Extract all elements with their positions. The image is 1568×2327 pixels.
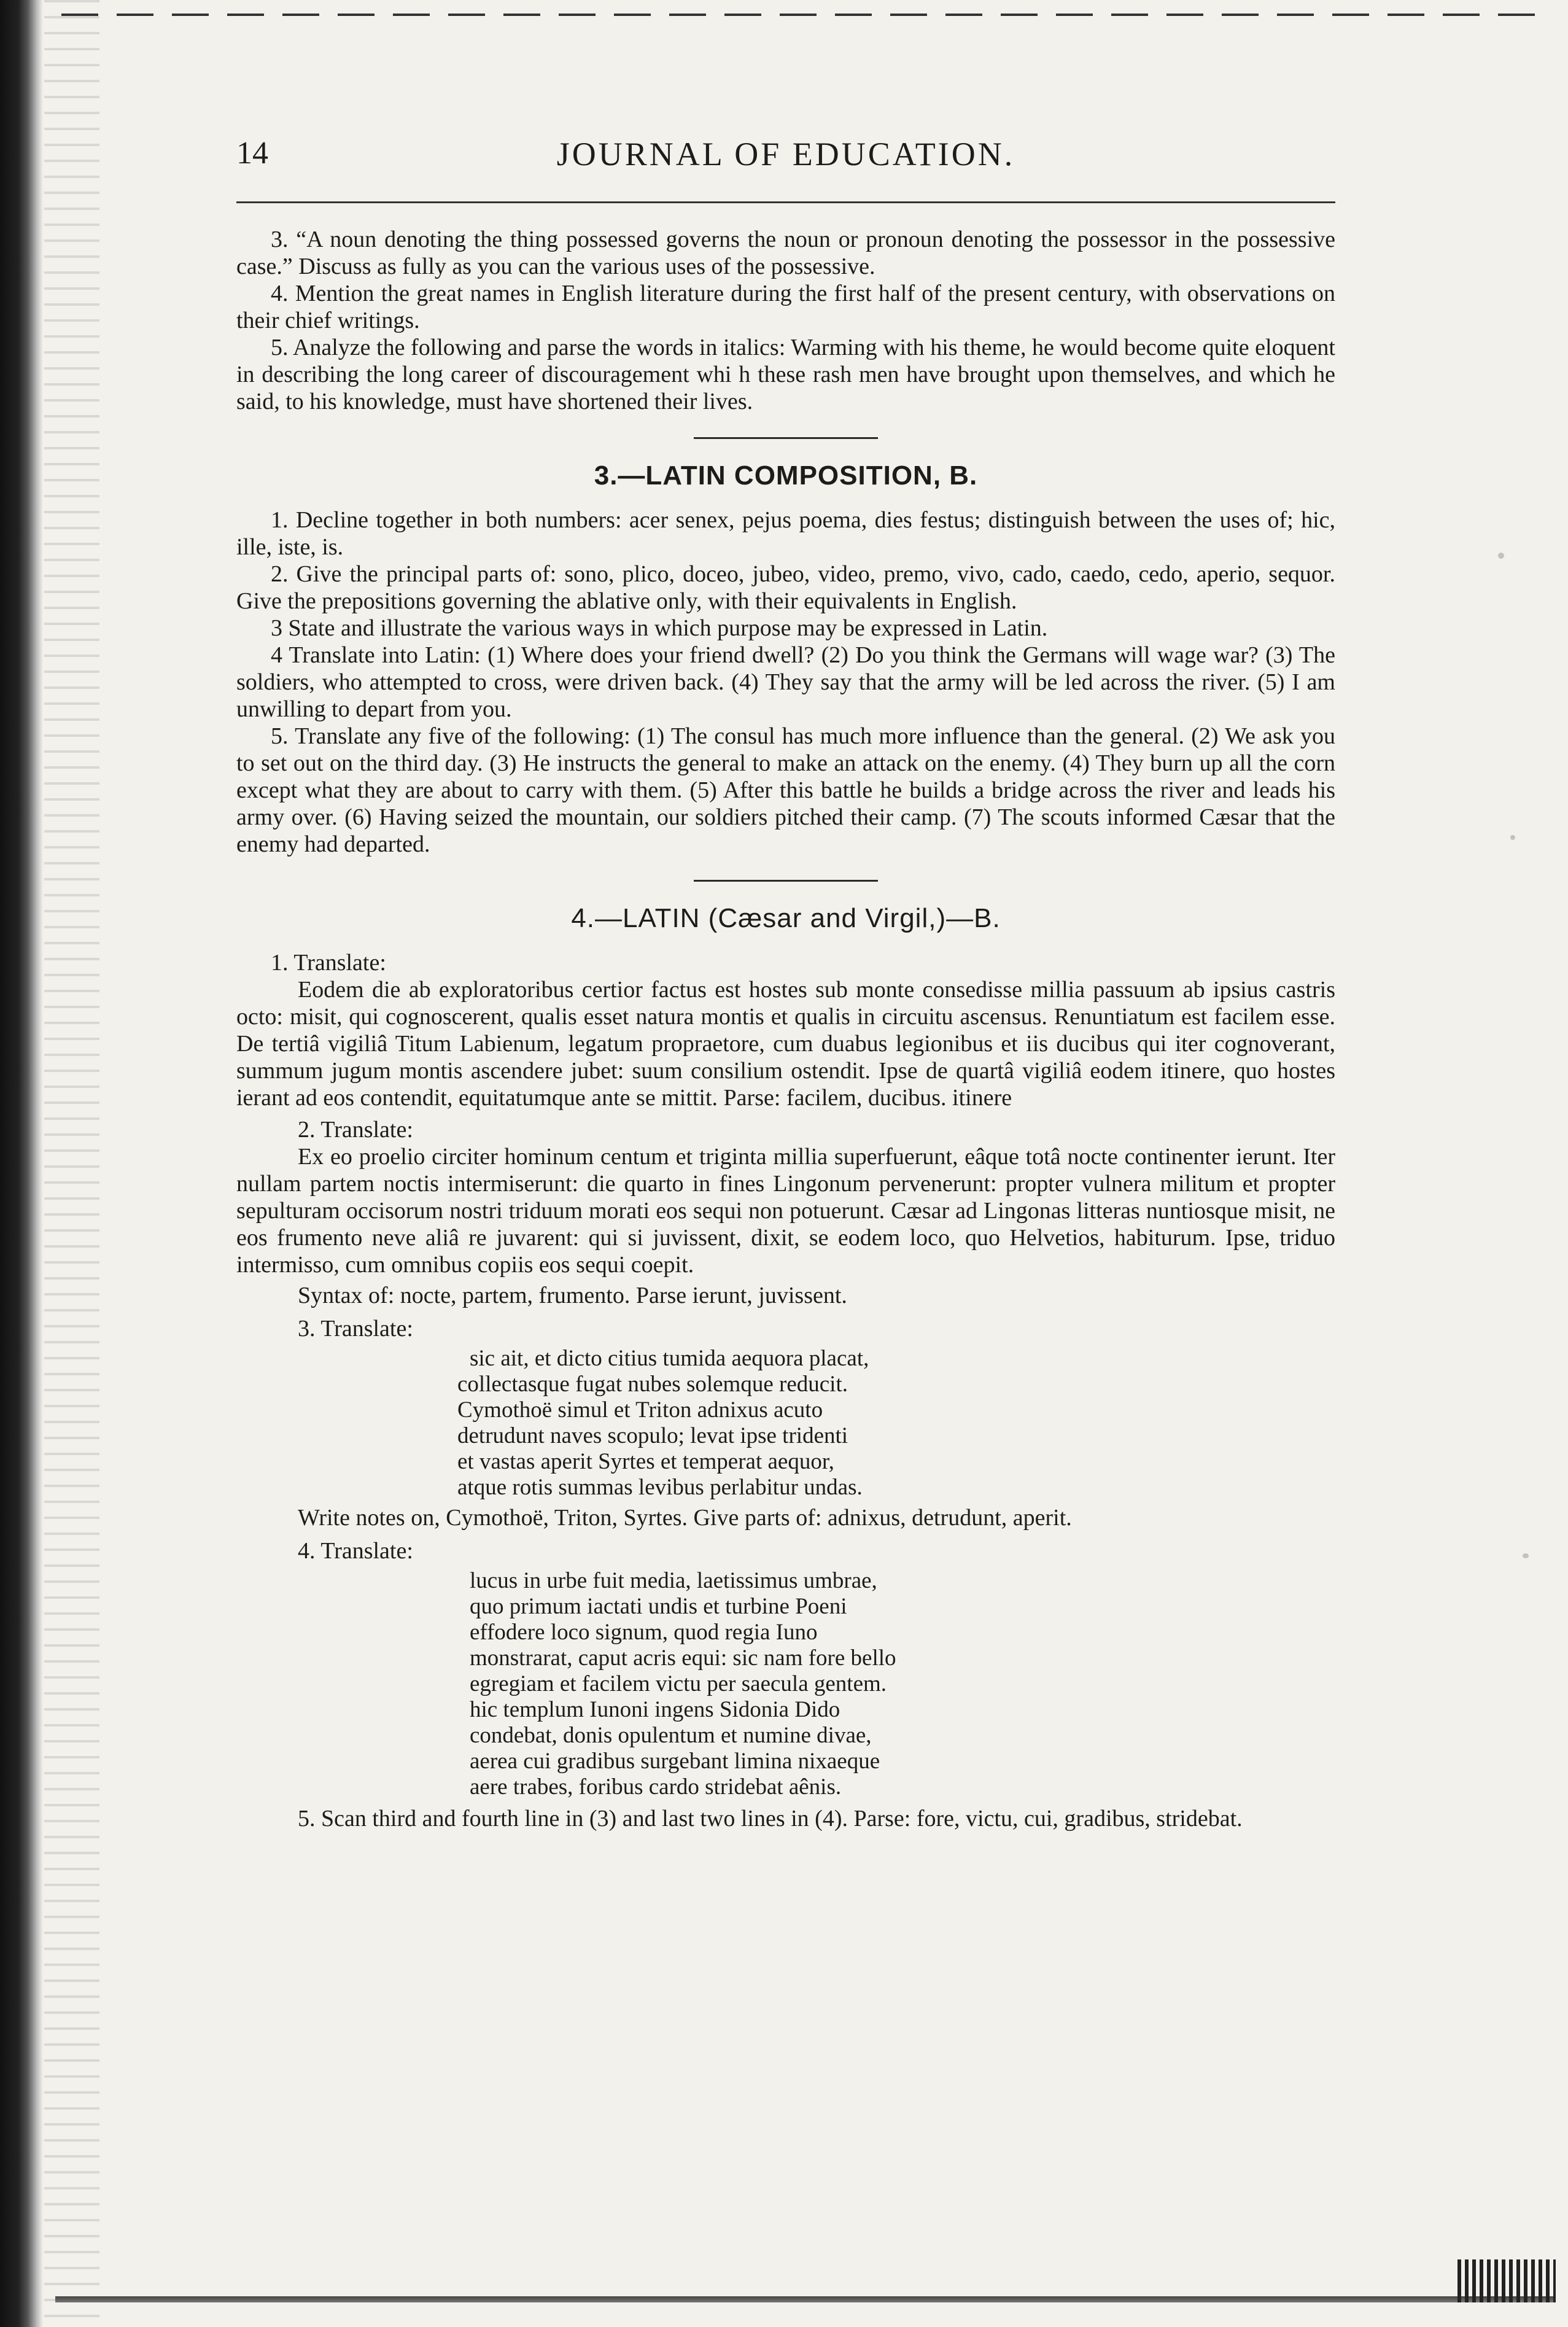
page-number: 14 (236, 136, 268, 171)
verse-line: collectasque fugat nubes solemque reducit. (457, 1372, 848, 1397)
caesar-passage-2: Ex eo proelio circiter hominum centum et triginta millia superfuerunt, eâque totâ nocte continenter ierunt. Iter nullam partem noctis intermiserunt: die quarto in fines Lingonum pervenerunt: propter vulnera militum et propter sepulturam occisorum nostri triduum morati eos sequi non potuerunt. Cæsar ad Lingonas litteras nuntiosque misit, ne eos frumento neve aliâ re juvarent: qui si juvissent, dixit, se eodem loco, quo Helvetios, habiturum. Ipse, triduo intermisso, cum omnibus copiis eos sequi coepit. (236, 1144, 1335, 1278)
caesar-passage-1: Eodem die ab exploratoribus certior factus est hostes sub monte consedisse millia passuum ab ipsius castris octo: misit, qui cognoscerent, qualis esset natura montis et qualis in circuitu ascensus. Renuntiatum est facilem esse. De tertiâ vigiliâ Titum Labienum, legatum propraetore, cum duabus legionibus et iis ducibus qui iter cognoverant, summum jugum montis ascendere jubet: suum consilium ostendit. Ipse de quartâ vigiliâ eodem itinere, quo hostes ierant ad eos contendit, equitatumque ante se mittit. Parse: facilem, ducibus. itinere (236, 977, 1335, 1111)
virgil-verse-4 (470, 1568, 1335, 1800)
virgil-question-3-label: 3. Translate: (298, 1316, 413, 1342)
caesar-question-1-label: 1. Translate: (271, 950, 386, 976)
verse-line: aerea cui gradibus surgebant limina nixaeque (470, 1749, 880, 1774)
verse-line: monstrarat, caput acris equi: sic nam fore bello (470, 1645, 896, 1671)
section-divider (694, 437, 878, 439)
verse-line: atque rotis summas levibus perlabitur undas. (457, 1475, 863, 1500)
english-question-5: 5. Analyze the following and parse the words in italics: Warming with his theme, he would become quite eloquent in describing the long career of discouragement whi h these rash men have brought upon themselves, and which he said, to his knowledge, must have shortened their lives. (236, 335, 1335, 414)
virgil-verse-3 (457, 1346, 1335, 1501)
section-divider (694, 880, 878, 882)
latin-comp-question-5: 5. Translate any five of the following: (1) The consul has much more influence than the general. (2) We ask you to set out on the third day. (3) He instructs the general to make an attack on the enemy. (4) They burn up all the corn except what they are about to carry with them. (5) After this battle he builds a bridge across the river and leads his army over. (6) Having seized the mountain, our soldiers pitched their camp. (7) The scouts informed Cæsar that the enemy had departed. (236, 723, 1335, 857)
caesar-syntax-question: Syntax of: nocte, partem, frumento. Parse ierunt, juvissent. (298, 1283, 847, 1308)
verse-line: quo primum iactati undis et turbine Poeni (470, 1594, 847, 1619)
page-content (236, 226, 1335, 1832)
verse-line: effodere loco signum, quod regia Iuno (470, 1620, 818, 1645)
binding-stitching (44, 0, 99, 2327)
section-heading-caesar-virgil: 4.—LATIN (Cæsar and Virgil,)—B. (571, 903, 1001, 933)
running-title: JOURNAL OF EDUCATION. (556, 136, 1015, 173)
verse-line: condebat, donis opulentum et numine divae, (470, 1723, 872, 1748)
english-question-3: 3. “A noun denoting the thing possessed governs the noun or pronoun denoting the possessor in the possessive case.” Discuss as fully as you can the various uses of the possessive. (236, 227, 1335, 279)
verse-line: Cymothoë simul et Triton adnixus acuto (457, 1397, 823, 1423)
virgil-question-5: 5. Scan third and fourth line in (3) and last two lines in (4). Parse: fore, victu, cui, gradibus, stridebat. (298, 1806, 1243, 1832)
caesar-question-2-label: 2. Translate: (298, 1117, 413, 1143)
latin-comp-question-2: 2. Give the principal parts of: sono, plico, doceo, jubeo, video, premo, vivo, cado, caedo, cedo, aperio, sequor. Give the prepositions governing the ablative only, with their equivalents in English. (236, 561, 1335, 614)
virgil-notes-question: Write notes on, Cymothoë, Triton, Syrtes. Give parts of: adnixus, detrudunt, aperit. (298, 1505, 1072, 1531)
latin-comp-question-3: 3 State and illustrate the various ways in which purpose may be expressed in Latin. (271, 615, 1048, 641)
page-header (236, 129, 1335, 196)
verse-line: hic templum Iunoni ingens Sidonia Dido (470, 1697, 840, 1722)
journal-page (236, 129, 1335, 1832)
verse-line: egregiam et facilem victu per saecula gentem. (470, 1671, 887, 1696)
verse-line: et vastas aperit Syrtes et temperat aequor, (457, 1449, 834, 1474)
top-border (61, 14, 1550, 16)
section-heading-latin-composition: 3.—LATIN COMPOSITION, B. (594, 460, 978, 491)
verse-line: aere trabes, foribus cardo stridebat aênis. (470, 1774, 842, 1800)
bottom-strip (1457, 2259, 1556, 2302)
binding-edge (0, 0, 43, 2327)
ink-speck (1523, 1553, 1529, 1558)
verse-line: sic ait, et dicto citius tumida aequora placat, (470, 1346, 869, 1371)
latin-comp-question-1: 1. Decline together in both numbers: acer senex, pejus poema, dies festus; distinguish between the uses of; hic, ille, iste, is. (236, 507, 1335, 560)
bottom-border (55, 2296, 1556, 2302)
verse-line: lucus in urbe fuit media, laetissimus umbrae, (470, 1568, 877, 1593)
verse-line: detrudunt naves scopulo; levat ipse tridenti (457, 1423, 848, 1448)
english-question-4: 4. Mention the great names in English literature during the first half of the present century, with observations on their chief writings. (236, 281, 1335, 333)
ink-speck (1510, 835, 1515, 840)
header-rule (236, 201, 1335, 203)
ink-speck (1498, 553, 1504, 559)
virgil-question-4-label: 4. Translate: (298, 1538, 413, 1564)
latin-comp-question-4: 4 Translate into Latin: (1) Where does your friend dwell? (2) Do you think the Germans will wage war? (3) The soldiers, who attempted to cross, were driven back. (4) They say that the army will be led across the river. (5) I am unwilling to depart from you. (236, 642, 1335, 722)
